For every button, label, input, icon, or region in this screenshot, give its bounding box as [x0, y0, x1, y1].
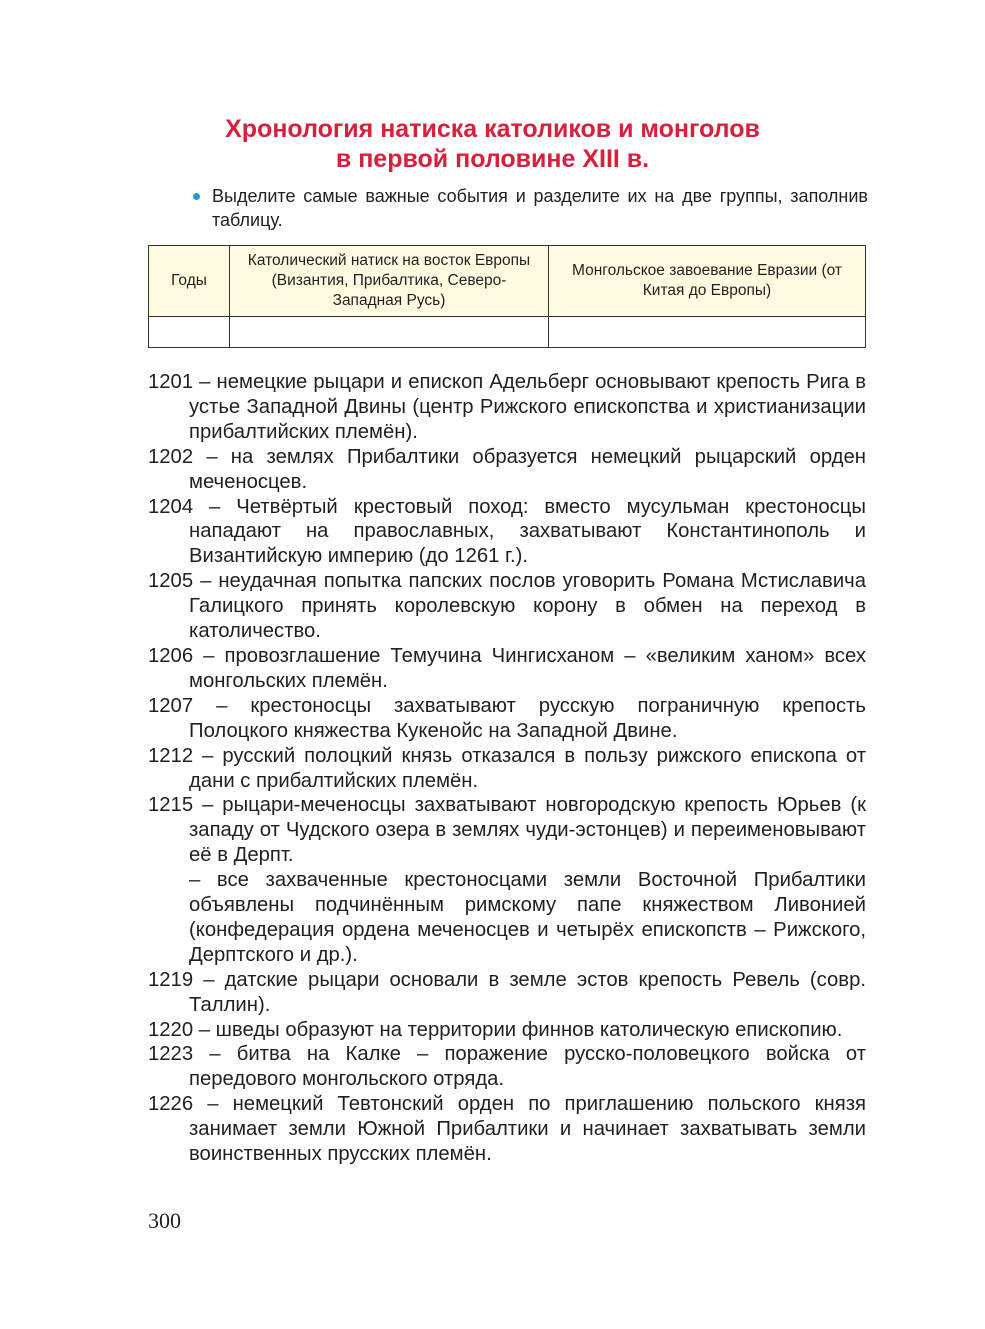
cell-years [149, 317, 230, 348]
header-years: Годы [149, 246, 230, 317]
chronology-entry: – все захваченные крестоносцами земли Восточной Прибалтики объявлены подчинённым римскому папе княжеством Ливонией (конфедерация ордена меченосцев и четырёх епископств – Рижского, Дерптского и др.). [189, 869, 866, 966]
chronology-entry: 1220 – шведы образуют на территории финнов католическую епископию. [148, 1018, 843, 1041]
page-number: 300 [148, 1208, 181, 1233]
cell-catholic [230, 317, 549, 348]
chronology-entry: 1212 – русский полоцкий князь отказался в пользу рижского епископа от дани с прибалтийских племён. [148, 744, 866, 792]
bullet-icon [193, 193, 200, 200]
title-line-2: в первой половине XIII в. [335, 145, 650, 173]
chronology-entry: 1215 – рыцари-меченосцы захватывают новгородскую крепость Юрьев (к западу от Чудского озера в землях чуди-эстонцев) и переименовывают её в Дерпт. [148, 794, 866, 867]
header-mongol: Монгольское завоевание Евразии (от Китая до Европы) [549, 246, 866, 317]
title-line-1: Хронология натиска католиков и монголов [225, 115, 760, 143]
chronology-entry: 1207 – крестоносцы захватывают русскую пограничную крепость Полоцкого княжества Кукенойс на Западной Двине. [148, 694, 866, 742]
chronology-entry: 1219 – датские рыцари основали в земле эстов крепость Ревель (совр. Таллин). [148, 968, 866, 1016]
cell-mongol [549, 317, 866, 348]
chronology-table [148, 245, 866, 348]
chronology-entry: 1223 – битва на Калке – поражение русско-половецкого войска от передового монгольского отряда. [148, 1043, 866, 1091]
chronology-entry: 1204 – Четвёртый крестовый поход: вместо мусульман крестоносцы нападают на православных, захватывают Константинополь и Византийскую империю (до 1261 г.). [148, 495, 866, 568]
task-instruction [193, 184, 868, 232]
header-catholic: Католический натиск на восток Европы (Византия, Прибалтика, Северо-Западная Русь) [230, 246, 549, 317]
page-title [0, 114, 985, 174]
chronology-entry: 1202 – на землях Прибалтики образуется немецкий рыцарский орден меченосцев. [148, 445, 866, 493]
task-text: Выделите самые важные события и разделите их на две группы, заполнив таблицу. [212, 186, 868, 230]
chronology-entry: 1206 – провозглашение Темучина Чингисханом – «великим ханом» всех монгольских племён. [148, 644, 866, 692]
chronology-entry: 1205 – неудачная попытка папских послов уговорить Романа Мстиславича Галицкого принять королевскую корону в обмен на переход в католичество. [148, 570, 866, 643]
chronology-list [148, 370, 866, 1167]
chronology-entry: 1226 – немецкий Тевтонский орден по приглашению польского князя занимает земли Южной Прибалтики и начинает захватывать земли воинственных прусских племён. [148, 1093, 866, 1166]
chronology-entry: 1201 – немецкие рыцари и епископ Адельберг основывают крепость Рига в устье Западной Двины (центр Рижского епископства и христианизации прибалтийских племён). [148, 371, 866, 443]
